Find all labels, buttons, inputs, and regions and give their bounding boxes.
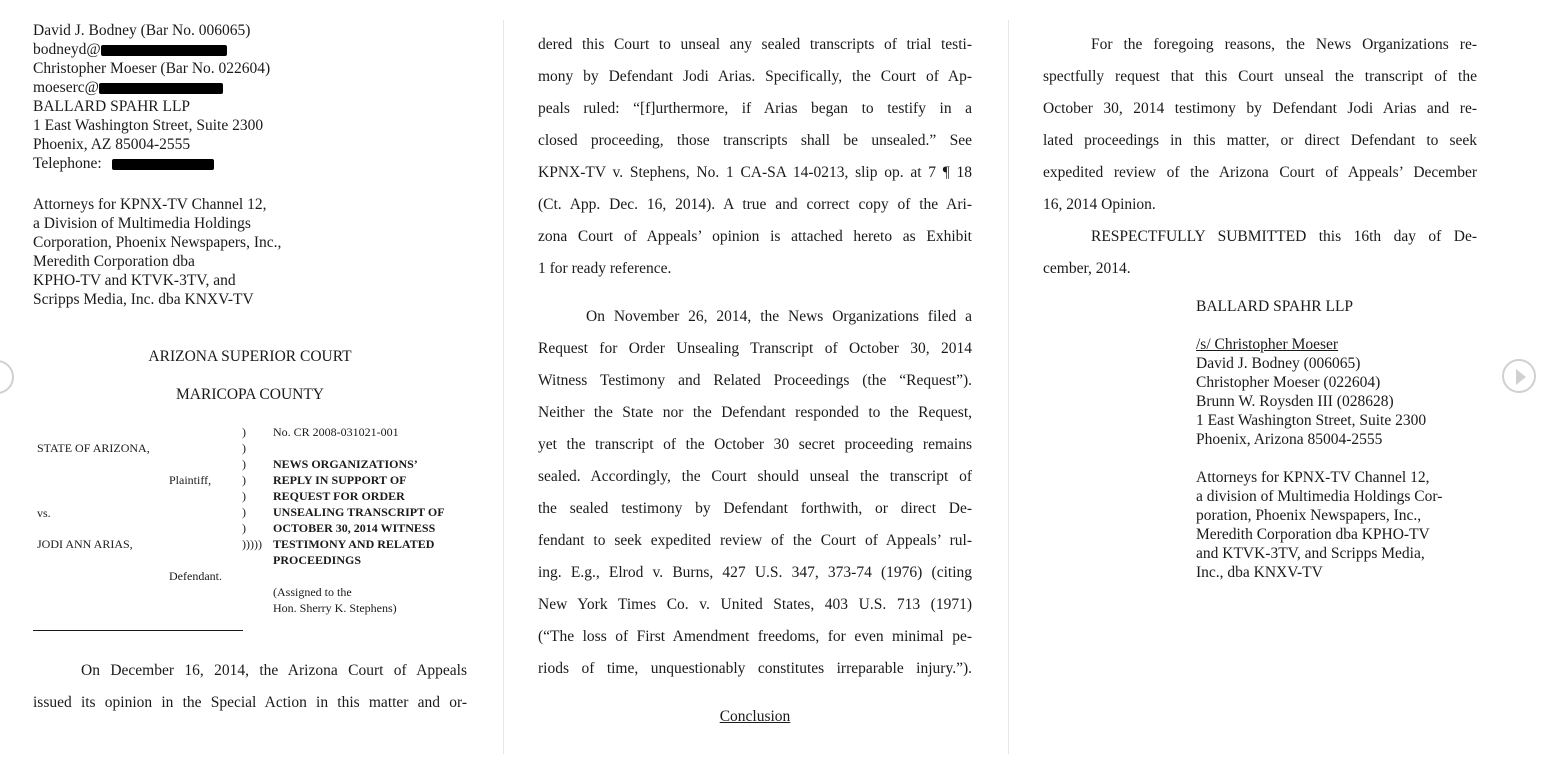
attorney-line: David J. Bodney (Bar No. 006065) bbox=[33, 22, 251, 39]
body-line: New York Times Co. v. United States, 403 U.S. 713 (1971) bbox=[538, 596, 972, 613]
body-line: issued its opinion in the Special Action in this matter and or- bbox=[33, 694, 467, 711]
firm-name: BALLARD SPAHR LLP bbox=[1196, 298, 1354, 315]
redaction-mark bbox=[112, 159, 214, 170]
body-line: 1 for ready reference. bbox=[538, 260, 672, 277]
document-title-line: TESTIMONY AND RELATED bbox=[273, 537, 435, 551]
caption-paren: ) bbox=[242, 521, 246, 535]
page-divider bbox=[1008, 20, 1009, 754]
body-line: fendant to seek expedited review of the Court of Appeals’ rul- bbox=[538, 532, 972, 549]
caption-paren: ) bbox=[242, 441, 246, 455]
document-title-line: REPLY IN SUPPORT OF bbox=[273, 473, 407, 487]
body-line: peals ruled: “[f]urthermore, if Arias began to testify in a bbox=[538, 100, 972, 117]
attorneys-for-line: a Division of Multimedia Holdings bbox=[33, 215, 251, 232]
attorneys-for-line: Meredith Corporation dba KPHO-TV bbox=[1196, 526, 1430, 543]
signature-block-line: Phoenix, Arizona 85004-2555 bbox=[1196, 431, 1383, 448]
body-line: closed proceeding, those transcripts shall be unsealed.” See bbox=[538, 132, 972, 149]
case-number: No. CR 2008-031021-001 bbox=[273, 425, 399, 439]
signature-block-line: Christopher Moeser (022604) bbox=[1196, 374, 1381, 391]
redaction-mark bbox=[101, 45, 227, 56]
court-name: ARIZONA SUPERIOR COURT bbox=[148, 348, 352, 365]
attorneys-for-line: Attorneys for KPNX-TV Channel 12, bbox=[1196, 469, 1430, 486]
attorneys-for-line: and KTVK-3TV, and Scripps Media, bbox=[1196, 545, 1425, 562]
vs-label: vs. bbox=[37, 506, 51, 520]
body-line: Neither the State nor the Defendant responded to the Request, bbox=[538, 404, 972, 421]
attorneys-for-line: poration, Phoenix Newspapers, Inc., bbox=[1196, 507, 1422, 524]
body-line: yet the transcript of the October 30 secret proceeding remains bbox=[538, 436, 972, 453]
telephone-line: Telephone: bbox=[33, 154, 214, 173]
body-line: expedited review of the Arizona Court of Appeals’ December bbox=[1043, 164, 1477, 181]
body-line: 16, 2014 Opinion. bbox=[1043, 196, 1156, 213]
body-line: zona Court of Appeals’ opinion is attached hereto as Exhibit bbox=[538, 228, 972, 245]
attorneys-for-line: a division of Multimedia Holdings Cor- bbox=[1196, 488, 1443, 505]
caption-paren: ) bbox=[242, 425, 246, 439]
section-heading: Conclusion bbox=[719, 708, 791, 725]
caption-paren: ) bbox=[242, 457, 246, 471]
document-title-line: PROCEEDINGS bbox=[273, 553, 362, 567]
attorney-email: moeserc@ bbox=[33, 78, 223, 97]
caption-rule bbox=[33, 630, 243, 631]
body-line: cember, 2014. bbox=[1043, 260, 1131, 277]
document-title-line: REQUEST FOR ORDER bbox=[273, 489, 405, 503]
signature-line: /s/ Christopher Moeser bbox=[1196, 336, 1339, 353]
body-line: (Ct. App. Dec. 16, 2014). A true and correct copy of the Ari- bbox=[538, 196, 972, 213]
next-page-button[interactable] bbox=[1502, 359, 1536, 393]
caption-paren: ) bbox=[242, 505, 246, 519]
body-line: sealed. Accordingly, the Court should unseal the transcript of bbox=[538, 468, 972, 485]
address-line: 1 East Washington Street, Suite 2300 bbox=[33, 117, 264, 134]
caption-paren: ) bbox=[242, 489, 246, 503]
attorney-line: Christopher Moeser (Bar No. 022604) bbox=[33, 60, 271, 77]
signature-block-line: David J. Bodney (006065) bbox=[1196, 355, 1361, 372]
body-line: On November 26, 2014, the News Organizations filed a bbox=[586, 308, 972, 325]
plaintiff-label: Plaintiff, bbox=[169, 473, 212, 487]
body-line: October 30, 2014 testimony by Defendant Jodi Arias and re- bbox=[1043, 100, 1477, 117]
attorneys-for-line: Scripps Media, Inc. dba KNXV-TV bbox=[33, 291, 254, 308]
prev-page-button[interactable] bbox=[0, 360, 14, 394]
attorneys-for-line: Attorneys for KPNX-TV Channel 12, bbox=[33, 196, 267, 213]
defendant-name: JODI ANN ARIAS, bbox=[37, 537, 133, 551]
body-line: spectfully request that this Court unseal the transcript of the bbox=[1043, 68, 1477, 85]
body-line: RESPECTFULLY SUBMITTED this 16th day of De- bbox=[1091, 228, 1477, 245]
county-name: MARICOPA COUNTY bbox=[176, 386, 324, 403]
body-line: lated proceedings in this matter, or direct Defendant to seek bbox=[1043, 132, 1477, 149]
body-line: riods of time, unquestionably constitutes irreparable injury.”). bbox=[538, 660, 972, 677]
assigned-judge-line: (Assigned to the bbox=[273, 585, 352, 599]
address-line: Phoenix, AZ 85004-2555 bbox=[33, 136, 191, 153]
signature-block-line: Brunn W. Roysden III (028628) bbox=[1196, 393, 1394, 410]
document-title-line: NEWS ORGANIZATIONS’ bbox=[273, 457, 418, 471]
attorneys-for-line: Corporation, Phoenix Newspapers, Inc., bbox=[33, 234, 282, 251]
page-divider bbox=[503, 20, 504, 754]
attorney-email: bodneyd@ bbox=[33, 40, 227, 59]
caption-paren: ))))) bbox=[242, 537, 262, 551]
plaintiff-name: STATE OF ARIZONA, bbox=[37, 441, 150, 455]
attorneys-for-line: KPHO-TV and KTVK-3TV, and bbox=[33, 272, 236, 289]
body-line: the sealed testimony by Defendant forthwith, or direct De- bbox=[538, 500, 972, 517]
assigned-judge-line: Hon. Sherry K. Stephens) bbox=[273, 601, 397, 615]
body-line: ing. E.g., Elrod v. Burns, 427 U.S. 347, 373-74 (1976) (citing bbox=[538, 564, 972, 581]
attorneys-for-line: Meredith Corporation dba bbox=[33, 253, 195, 270]
caption-paren: ) bbox=[242, 473, 246, 487]
body-line: KPNX-TV v. Stephens, No. 1 CA-SA 14-0213, slip op. at 7 ¶ 18 bbox=[538, 164, 972, 181]
attorneys-for-line: Inc., dba KNXV-TV bbox=[1196, 564, 1323, 581]
redaction-mark bbox=[99, 83, 223, 94]
play-right-icon bbox=[1516, 369, 1526, 385]
body-line: On December 16, 2014, the Arizona Court of Appeals bbox=[81, 662, 467, 679]
body-line: Request for Order Unsealing Transcript of October 30, 2014 bbox=[538, 340, 972, 357]
document-title-line: OCTOBER 30, 2014 WITNESS bbox=[273, 521, 436, 535]
body-line: dered this Court to unseal any sealed transcripts of trial testi- bbox=[538, 36, 972, 53]
body-line: (“The loss of First Amendment freedoms, for even minimal pe- bbox=[538, 628, 972, 645]
body-line: Witness Testimony and Related Proceedings (the “Request”). bbox=[538, 372, 972, 389]
firm-name: BALLARD SPAHR LLP bbox=[33, 98, 191, 115]
document-title-line: UNSEALING TRANSCRIPT OF bbox=[273, 505, 445, 519]
body-line: For the foregoing reasons, the News Organizations re- bbox=[1091, 36, 1477, 53]
defendant-label: Defendant. bbox=[169, 569, 222, 583]
signature-block-line: 1 East Washington Street, Suite 2300 bbox=[1196, 412, 1427, 429]
body-line: mony by Defendant Jodi Arias. Specifically, the Court of Ap- bbox=[538, 68, 972, 85]
